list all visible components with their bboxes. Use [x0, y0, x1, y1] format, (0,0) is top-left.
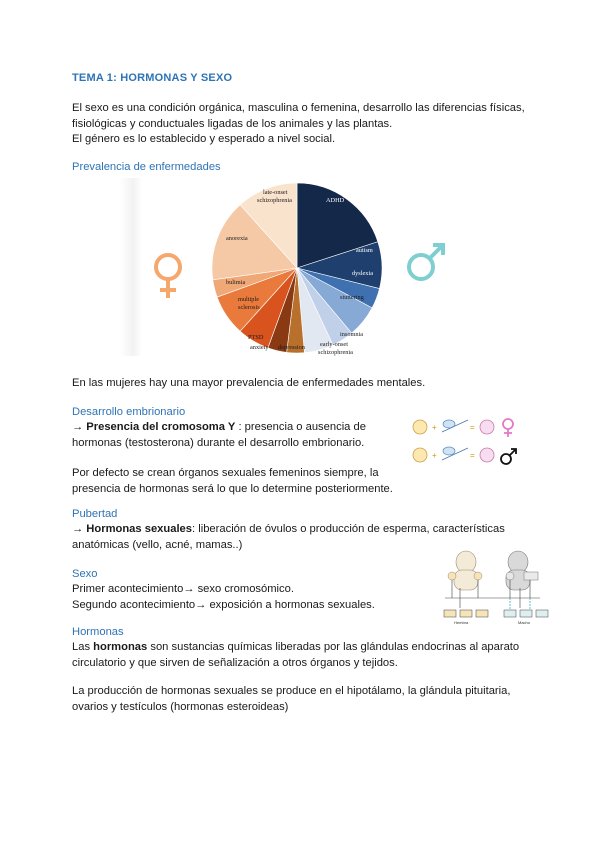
pubertad-line: anatómicas (vello, acné, mamas..): [72, 538, 243, 551]
pie-label-insomnia: insomnia: [340, 331, 364, 338]
male-symbol-icon: [405, 240, 447, 284]
embryo-row-female: [413, 419, 513, 437]
svg-text:+: +: [432, 451, 437, 460]
hormonas-paragraph: [72, 640, 519, 671]
pie-label-early-schizophrenia: schizophrenia: [318, 349, 353, 356]
pie-label-anxiety: anxiety: [250, 344, 269, 351]
pubertad-bold: Hormonas sexuales: [86, 523, 193, 535]
pubertad-line: [72, 522, 505, 538]
intro-line: El sexo es una condición orgánica, masculina o femenina, desarrollo las diferencias físicas,: [72, 102, 525, 114]
pie-label-sclerosis: sclerosis: [238, 304, 260, 311]
section-heading-hormonas: Hormonas: [72, 626, 124, 638]
diagram-label-right: Macho: [518, 620, 531, 625]
defecto-line: presencia de hormonas será lo que lo determine posteriormente.: [72, 482, 393, 495]
sexo-line: Segundo acontecimiento→ exposición a hormonas sexuales.: [72, 598, 375, 611]
pie-label-autism: autism: [356, 247, 373, 254]
sexo-line: Primer acontecimiento→ sexo cromosómico.: [72, 583, 294, 595]
hormonas-rest: son sustancias químicas liberadas por las glándulas endocrinas al aparato: [147, 641, 520, 653]
sexo-paragraph: [72, 582, 375, 613]
embryo-development-illustration: [412, 415, 532, 470]
pie-label-anorexia: anorexia: [226, 235, 248, 242]
section-heading-desarrollo: Desarrollo embrionario: [72, 406, 186, 418]
svg-text:=: =: [470, 423, 475, 432]
intro-line: fisiológicas y conductuales ligadas de los animales y las plantas.: [72, 117, 393, 130]
intro-paragraph: [72, 101, 525, 148]
pie-label-early-onset: early-onset: [320, 341, 348, 348]
intro-line: El género es lo establecido y esperado a nivel social.: [72, 133, 336, 145]
hormonas-line: circulatorio y que sirven de señalización a otros órganos y tejidos.: [72, 656, 398, 669]
section-heading-sexo: Sexo: [72, 568, 98, 580]
produccion-paragraph: [72, 684, 510, 715]
pie-label-late-onset: late-onset: [263, 189, 288, 196]
hormonas-las: Las: [72, 641, 94, 653]
hormonas-bold: hormonas: [93, 641, 148, 653]
pie-label-late-schizophrenia: schizophrenia: [257, 197, 292, 204]
page-title: TEMA 1: HORMONAS Y SEXO: [72, 72, 233, 84]
pie-label-adhd: ADHD: [326, 197, 345, 204]
defecto-line: Por defecto se crean órganos sexuales femeninos siempre, la: [72, 467, 379, 479]
pie-label-bulimia: bulimia: [226, 279, 246, 286]
arrow-glyph: →: [72, 523, 84, 535]
sex-determination-diagram: [440, 548, 550, 626]
desarrollo-bold: Presencia del cromosoma Y: [86, 421, 236, 433]
mujeres-paragraph: En las mujeres hay una mayor prevalencia de enfermedades mentales.: [72, 377, 426, 389]
pie-label-multiple: multiple: [238, 296, 259, 303]
desarrollo-line: [72, 420, 366, 436]
pie-label-ptsd: PTSD: [248, 334, 264, 341]
embryo-row-male: [413, 447, 516, 464]
produccion-line: La producción de hormonas sexuales se produce en el hipotálamo, la glándula pituitaria,: [72, 685, 511, 697]
desarrollo-paragraph: [72, 420, 366, 451]
svg-text:=: =: [470, 451, 475, 460]
pie-label-dyslexia: dyslexia: [352, 270, 373, 277]
arrow-glyph: →: [72, 421, 84, 433]
section-heading-prevalencia: Prevalencia de enfermedades: [72, 161, 221, 173]
pie-slices: [212, 183, 382, 353]
section-heading-pubertad: Pubertad: [72, 508, 118, 520]
defecto-paragraph: [72, 466, 393, 497]
hormonas-line: [72, 640, 519, 656]
pie-label-depression: depression: [278, 344, 305, 351]
diagram-label-left: Hembra: [454, 620, 469, 625]
svg-text:+: +: [432, 423, 437, 432]
pie-label-stuttering: stuttering: [340, 294, 364, 301]
pubertad-rest: : liberación de óvulos o producción de esperma, características: [192, 523, 505, 535]
produccion-line: ovarios y testículos (hormonas esteroideas): [72, 700, 289, 713]
desarrollo-rest: : presencia o ausencia de: [235, 421, 366, 433]
desarrollo-line: hormonas (testosterona) durante el desarrollo embrionario.: [72, 436, 365, 449]
disease-prevalence-pie: [130, 176, 400, 366]
